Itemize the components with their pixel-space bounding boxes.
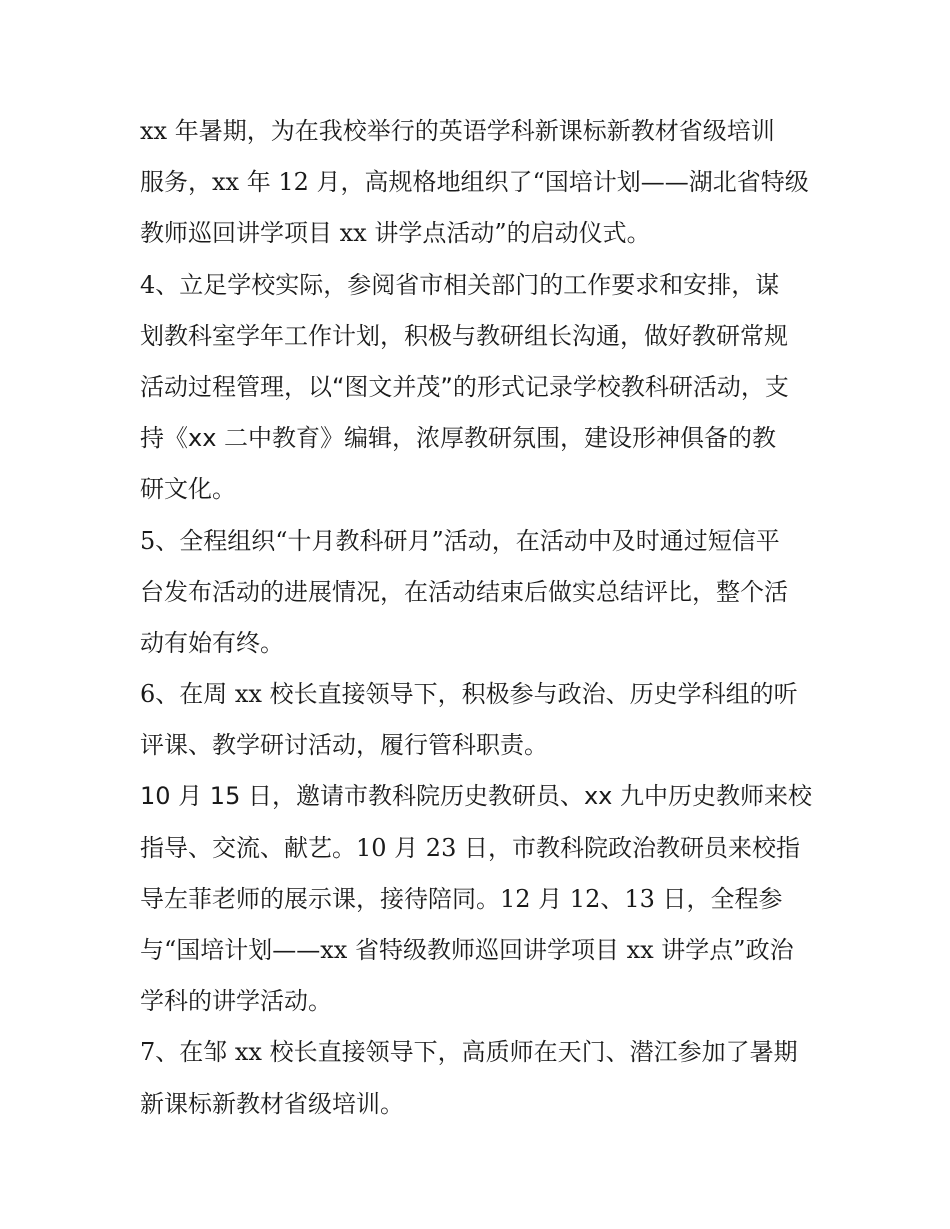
text-line: 服务，xx 年 12 月，高规格地组织了“国培计划——湖北省特级 bbox=[140, 168, 809, 197]
text-line: 持《xx 二中教育》编辑，浓厚教研氛围，建设形神俱备的教 bbox=[140, 424, 777, 453]
text-line: 6、在周 xx 校长直接领导下，积极参与政治、历史学科组的听 bbox=[140, 680, 798, 709]
text-line: 7、在邹 xx 校长直接领导下，高质师在天门、潜江参加了暑期 bbox=[140, 1038, 798, 1067]
text-line: 研文化。 bbox=[140, 475, 236, 504]
text-line: 活动过程管理，以“图文并茂”的形式记录学校教科研活动，支 bbox=[140, 372, 789, 401]
text-line: 5、全程组织“十月教科研月”活动，在活动中及时通过短信平 bbox=[140, 526, 780, 555]
text-line: xx 年暑期，为在我校举行的英语学科新课标新教材省级培训 bbox=[140, 117, 775, 145]
text-line: 与“国培计划——xx 省特级教师巡回讲学项目 xx 讲学点”政治 bbox=[140, 936, 794, 964]
text-line: 4、立足学校实际，参阅省市相关部门的工作要求和安排，谋 bbox=[140, 270, 780, 299]
document-body bbox=[140, 106, 830, 1130]
text-line: 台发布活动的进展情况，在活动结束后做实总结评比，整个活 bbox=[140, 577, 788, 606]
text-line: 评课、教学研讨活动，履行管科职责。 bbox=[140, 731, 548, 760]
text-line: 指导、交流、献艺。10 月 23 日，市教科院政治教研员来校指 bbox=[140, 833, 800, 862]
text-line: 划教科室学年工作计划，积极与教研组长沟通，做好教研常规 bbox=[140, 321, 788, 350]
text-line: 教师巡回讲学项目 xx 讲学点活动”的启动仪式。 bbox=[140, 219, 651, 248]
text-line: 10 月 15 日，邀请市教科院历史教研员、xx 九中历史教师来校 bbox=[140, 782, 812, 811]
text-line: 新课标新教材省级培训。 bbox=[140, 1089, 404, 1118]
text-line: 学科的讲学活动。 bbox=[140, 987, 332, 1016]
text-line: 导左菲老师的展示课，接待陪同。12 月 12、13 日，全程参 bbox=[140, 884, 783, 913]
text-line: 动有始有终。 bbox=[140, 628, 284, 657]
